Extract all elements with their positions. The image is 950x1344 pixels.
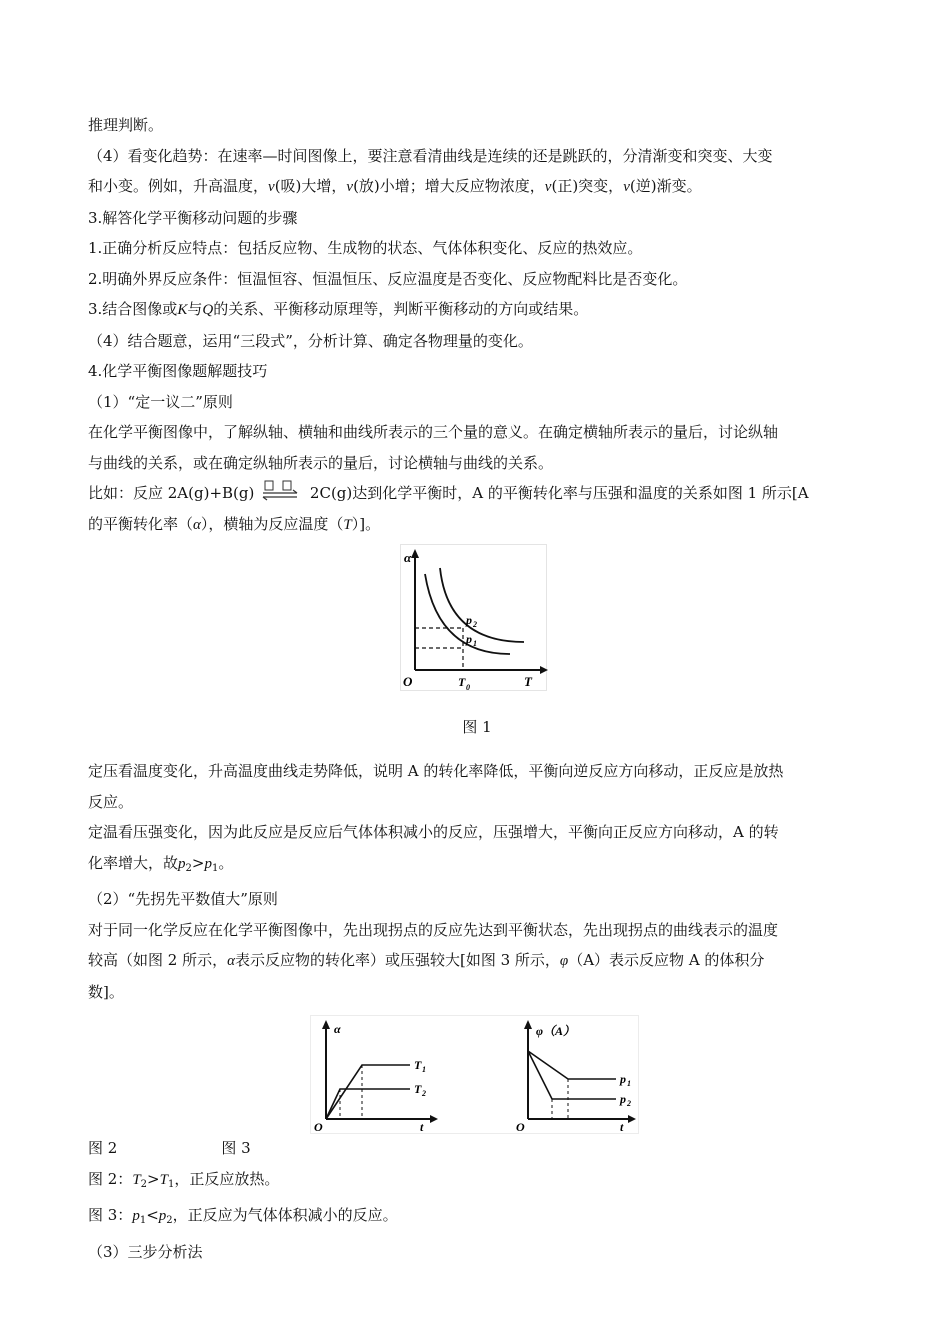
text-line: 和小变。例如，升高温度，v(吸)大增，v(放)小增；增大反应物浓度，v(正)突变，v(逆)渐变。 (88, 177, 702, 195)
t2-subscript: 2 (422, 1089, 426, 1098)
figure-2-caption: 图 2 (88, 1139, 118, 1157)
text-line: （4）看变化趋势：在速率—时间图像上，要注意看清曲线是连续的还是跳跃的，分清渐变和突变、大变 (88, 146, 773, 165)
p1-label: p (466, 632, 472, 646)
fig2-x-axis-label: t (420, 1120, 424, 1134)
text-line: 的平衡转化率（α），横轴为反应温度（T）]。 (88, 514, 381, 533)
t1-label: T (414, 1058, 422, 1072)
origin-label: O (403, 674, 413, 689)
y-axis-label: α (404, 550, 412, 565)
text-line: 图 2：$T_2>T_1$，正反应放热。 (88, 1169, 280, 1190)
text-line: 对于同一化学反应在化学平衡图像中，先出现拐点的反应先达到平衡状态，先出现拐点的曲线表示的温度 (88, 920, 779, 939)
text-line: （4）结合题意，运用“三段式”，分析计算、确定各物理量的变化。 (88, 331, 533, 350)
text-line: 与曲线的关系，或在确定纵轴所表示的量后，讨论横轴与曲线的关系。 (88, 453, 554, 472)
text-line: 定压看温度变化，升高温度曲线走势降低，说明 A 的转化率降低，平衡向逆反应方向移动，正反应是放热 (88, 762, 784, 780)
t2-label: T (414, 1082, 422, 1096)
p1-label: p (620, 1072, 626, 1086)
equilibrium-arrow-icon (259, 480, 305, 502)
figures-2-3-graph (310, 1015, 640, 1135)
subheading: （2）“先拐先平数值大”原则 (88, 890, 278, 908)
text-line: 较高（如图 2 所示，α表示反应物的转化率）或压强较大[如图 3 所示，φ（A）表示反应物 A 的体积分 (88, 951, 765, 969)
figures-2-3 (88, 1007, 866, 1133)
figure-1-graph (400, 544, 550, 694)
text-line: 在化学平衡图像中，了解纵轴、横轴和曲线所表示的三个量的意义。在确定横轴所表示的量后，讨论纵轴 (88, 423, 779, 441)
section-heading: 4.化学平衡图像题解题技巧 (88, 362, 268, 380)
t0-subscript: 0 (466, 683, 470, 692)
section-heading: 3.解答化学平衡移动问题的步骤 (88, 208, 298, 227)
text-line: 图 3：$p_1<p_2$，正反应为气体体积减小的反应。 (88, 1206, 398, 1226)
p1-subscript: 1 (627, 1079, 631, 1088)
p1-subscript: 1 (473, 639, 477, 648)
text-line: 推理判断。 (88, 116, 164, 134)
subheading: （3）三步分析法 (88, 1242, 203, 1261)
p2-subscript: 2 (627, 1099, 631, 1108)
text-line: 反应。 (88, 792, 134, 811)
figure-captions-row (88, 1133, 866, 1164)
figure-1 (88, 540, 866, 698)
t0-label: T (458, 675, 466, 689)
text-line: 比如：反应 2A(g)+B(g) 2C(g)达到化学平衡时，A 的平衡转化率与压强和温度的关系如图 1 所示[A (88, 478, 866, 509)
p2-label: p (466, 613, 472, 627)
document-page (88, 110, 866, 1267)
p2-subscript: 2 (473, 620, 477, 629)
fig2-y-axis-label: α (334, 1022, 341, 1036)
p2-label: p (620, 1092, 626, 1106)
subheading: （1）“定一议二”原则 (88, 392, 233, 411)
fig3-y-axis-label: φ（A） (536, 1024, 576, 1038)
figure-1-caption: 图 1 (462, 718, 492, 736)
fig3-origin-label: O (516, 1120, 525, 1134)
figure-3-caption: 图 3 (221, 1139, 251, 1157)
text-line: 3.结合图像或K与Q的关系、平衡移动原理等，判断平衡移动的方向或结果。 (88, 300, 589, 318)
text-line: 1.正确分析反应特点：包括反应物、生成物的状态、气体体积变化、反应的热效应。 (88, 239, 643, 257)
text-line: 2.明确外界反应条件：恒温恒容、恒温恒压、反应温度是否变化、反应物配料比是否变化。 (88, 269, 688, 288)
text-line: 定温看压强变化，因为此反应是反应后气体体积减小的反应，压强增大，平衡向正反应方向移动，A 的转 (88, 823, 779, 841)
text-line: 数]。 (88, 982, 124, 1001)
x-axis-label: T (524, 674, 532, 689)
fig3-x-axis-label: t (620, 1120, 624, 1134)
t1-subscript: 1 (422, 1065, 426, 1074)
fig2-origin-label: O (314, 1120, 323, 1134)
text-line: 化率增大，故$p_2>p_1$。 (88, 853, 234, 874)
